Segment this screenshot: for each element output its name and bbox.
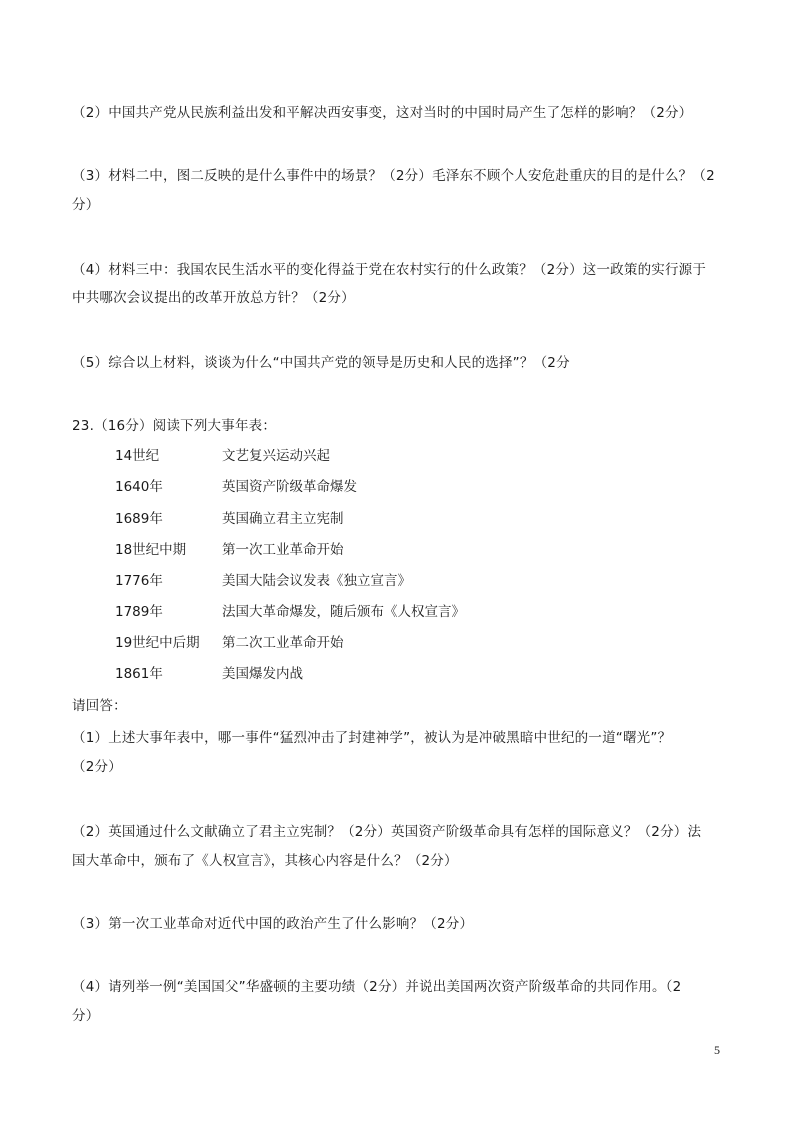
q23-part1-line1: （1）上述大事年表中，哪一事件“猛烈冲击了封建神学”，被认为是冲破黑暗中世纪的一道“曙光”？ <box>72 730 672 746</box>
q23-part2-line2: 国大革命中，颁布了《人权宣言》，其核心内容是什么？（2分） <box>72 853 458 869</box>
question-3-text-line2: 分） <box>72 197 100 213</box>
page-number: 5 <box>714 1043 720 1057</box>
timeline-event: 第二次工业革命开始 <box>222 635 344 651</box>
timeline-time: 1789年 <box>115 604 163 620</box>
timeline-time: 18世纪中期 <box>115 542 187 558</box>
question-3-text-line1: （3）材料二中，图二反映的是什么事件中的场景？（2分）毛泽东不顾个人安危赴重庆的目的是什么？（2 <box>72 168 715 184</box>
timeline-event: 英国资产阶级革命爆发 <box>222 479 357 495</box>
question-5-text: （5）综合以上材料，谈谈为什么“中国共产党的领导是历史和人民的选择”？（2分 <box>72 355 570 371</box>
timeline-time: 1689年 <box>115 511 163 527</box>
timeline-event: 法国大革命爆发，随后颁布《人权宣言》 <box>222 604 465 620</box>
timeline-time: 19世纪中后期 <box>115 635 200 651</box>
question-2-text: （2）中国共产党从民族利益出发和平解决西安事变，这对当时的中国时局产生了怎样的影响？（2分） <box>72 105 693 121</box>
q23-part1-line2: （2分） <box>72 759 122 775</box>
timeline-event: 美国大陆会议发表《独立宣言》 <box>222 573 411 589</box>
timeline-time: 14世纪 <box>115 448 160 464</box>
q23-part3: （3）第一次工业革命对近代中国的政治产生了什么影响？（2分） <box>72 916 474 932</box>
question-23-heading: 23.（16分）阅读下列大事年表： <box>72 418 277 434</box>
timeline-event: 美国爆发内战 <box>222 666 303 682</box>
timeline-event: 文艺复兴运动兴起 <box>222 448 330 464</box>
q23-part4-line1: （4）请列举一例“美国国父”华盛顿的主要功绩（2分）并说出美国两次资产阶级革命的共同作用。（2 <box>72 979 682 995</box>
timeline-event: 英国确立君主立宪制 <box>222 511 344 527</box>
question-4-text-line1: （4）材料三中：我国农民生活水平的变化得益于党在农村实行的什么政策？（2分）这一政策的实行源于 <box>72 262 707 278</box>
answer-prompt: 请回答： <box>72 698 127 714</box>
timeline-event: 第一次工业革命开始 <box>222 542 344 558</box>
timeline-time: 1861年 <box>115 666 163 682</box>
timeline-time: 1640年 <box>115 479 163 495</box>
q23-part4-line2: 分） <box>72 1008 100 1024</box>
question-4-text-line2: 中共哪次会议提出的改革开放总方针？（2分） <box>72 290 355 306</box>
q23-part2-line1: （2）英国通过什么文献确立了君主立宪制？（2分）英国资产阶级革命具有怎样的国际意义？（2分）法 <box>72 824 702 840</box>
timeline-time: 1776年 <box>115 573 163 589</box>
